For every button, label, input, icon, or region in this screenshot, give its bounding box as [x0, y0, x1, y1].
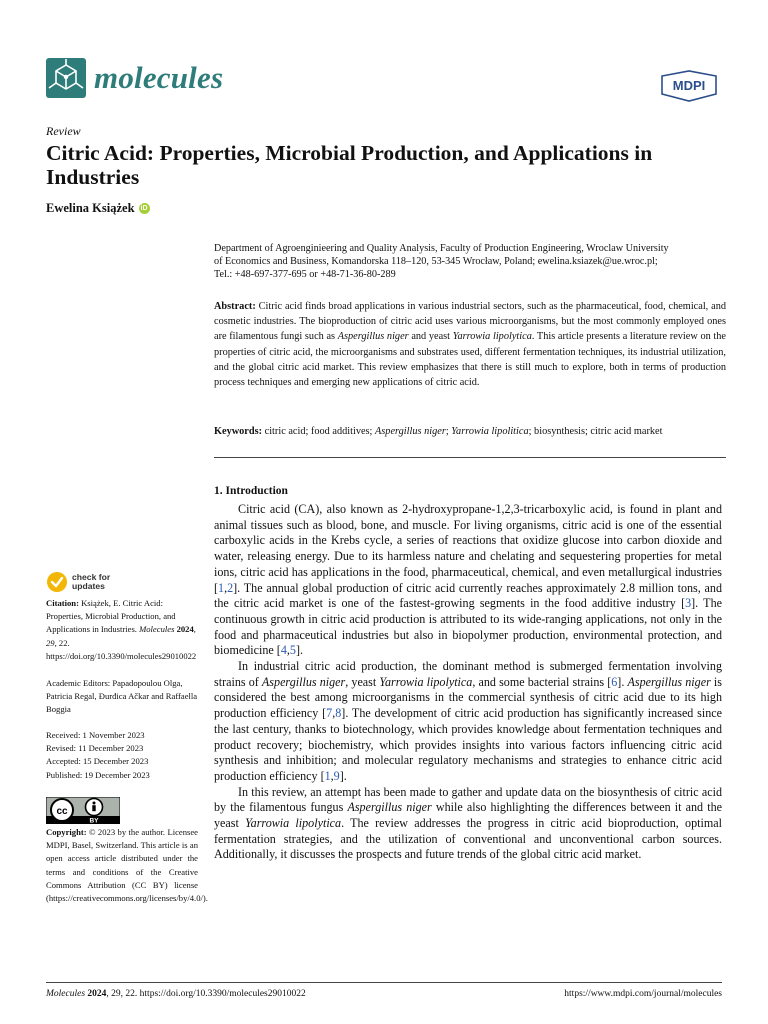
section-divider	[214, 457, 726, 458]
species-name: Aspergillus niger	[261, 674, 346, 689]
abstract-text: . This article presents a literature review on the properties of citric acid, the microorganisms and substrates used, different fermentation techniques, its industrial utilization, and the global citric acid market. This review emphasizes that there is still much to explore, both in terms of production process techniques and emerging new applications of citric acid.	[214, 331, 726, 389]
mdpi-logo-icon[interactable]	[660, 70, 718, 102]
affiliation-line: Department of Agroenginieering and Quality Analysis, Faculty of Production Engineering, Wroclaw University	[214, 243, 669, 254]
revised-date: Revised: 11 December 2023	[46, 743, 144, 754]
publisher-name: MDPI	[672, 78, 706, 93]
journal-logo[interactable]	[46, 56, 223, 100]
reference-link[interactable]: 5	[289, 643, 296, 658]
citation: Citation: Książek, E. Citric Acid: Properties, Microbial Production, and Applications in Industries. Molecules 2024, 29, 22. https://doi.org/10.3390/molecules29010022	[46, 598, 197, 661]
reference-link[interactable]: 4	[280, 643, 287, 658]
paragraph: In this review, an attempt has been made to gather and update data on the biosynthesis of citric acid by the filamentous fungus Aspergillus niger while also highlighting the differences between it and the yeast Yarrowia lipolytica. The review addresses the progress in citric acid bioproduction, optimal fermentation strategies, and the utilization of conventional and unconventional carbon sources. Additionally, it discusses the prospects and future trends of the global citric acid market.	[214, 784, 722, 862]
footer-citation: Molecules 2024, 29, 22. https://doi.org/10.3390/molecules29010022	[46, 989, 306, 999]
cc-by-license-icon[interactable]	[46, 797, 120, 824]
journal-url-link[interactable]: https://www.mdpi.com/journal/molecules	[564, 989, 722, 999]
accepted-date: Accepted: 15 December 2023	[46, 756, 149, 767]
footer-divider	[46, 982, 722, 983]
introduction-body	[214, 502, 722, 863]
paragraph: Citric acid (CA), also known as 2-hydroxypropane-1,2,3-tricarboxylic acid, is found in plant and animal tissues such as blood, bone, and muscle. For living organisms, citric acid is one of the essential carboxylic acids in the Krebs cycle, a series of reactions that oxidize glucose into carbon dioxide and water, releasing energy. Due to its harmless nature and chelating and sequestering properties for metal ions, citric acid has applications in the food, pharmaceutical, chemical, and even metallurgical industries [1,2]. The annual global production of citric acid currently reaches approximately 2.8 million tons, and the citric acid market is one of the fastest-growing segments in the food additive industry [3]. The continuous growth in citric acid production is attributed to its wide-ranging applications, not only in the food and pharmaceutical industries but also in biopolymer production, environmental protection, and biomedicine [4,5].	[214, 502, 722, 658]
citation-label: Citation:	[46, 598, 79, 608]
affiliation	[214, 242, 726, 281]
abstract-label: Abstract:	[214, 301, 256, 312]
species-name: Yarrowia lipolytica	[379, 674, 473, 689]
reference-link[interactable]: 6	[611, 674, 618, 689]
published-date: Published: 19 December 2023	[46, 769, 150, 780]
journal-name: molecules	[94, 60, 224, 95]
abstract-text: and yeast	[408, 331, 453, 343]
received-date: Received: 1 November 2023	[46, 730, 145, 740]
reference-link[interactable]: 7	[326, 706, 333, 721]
copyright-notice: Copyright: © 2023 by the author. Licensee MDPI, Basel, Switzerland. This article is an open access article distributed under the terms and conditions of the Creative Commons Attribution (CC BY) license (https://creativecommons.org/licenses/by/4.0/).	[46, 827, 208, 904]
molecule-logo-icon	[46, 58, 86, 98]
species-name: Aspergillus niger	[627, 674, 711, 689]
affiliation-line: of Economics and Business, Komandorska 118–120, 53-345 Wrocław, Poland; ewelina.ksiazek@ue.wroc.pl;	[214, 256, 658, 267]
affiliation-line: Tel.: +48-697-377-695 or +48-71-36-80-289	[214, 269, 396, 280]
species-name: Aspergillus niger	[337, 331, 409, 343]
reference-link[interactable]: 9	[333, 768, 340, 783]
article-type: Review	[46, 124, 81, 138]
svg-text:cc: cc	[56, 806, 68, 817]
publication-dates	[46, 729, 198, 782]
reference-link[interactable]: 1	[324, 768, 331, 783]
species-name: Yarrowia lipolitica	[451, 426, 529, 437]
keywords	[214, 425, 726, 439]
abstract-text: Citric acid finds broad applications in various industrial sectors, such as the pharmaceutical, food, chemical, and cosmetic industries. The bioproduction of citric acid uses various microorganisms, but the most commonly employed ones are filamentous fungi such as	[214, 301, 726, 343]
species-name: Yarrowia lipolytica	[245, 816, 342, 831]
paragraph: In industrial citric acid production, the dominant method is submerged fermentation involving strains of Aspergillus niger, yeast Yarrowia lipolytica, and some bacterial strains [6]. Aspergillus niger is considered the best among microorganisms in the commercial synthesis of citric acid due to its high production efficiency [7,8]. The development of citric acid production has significantly increased since the last century, thanks to biotechnology, which provides knowledge about fermentation techniques and product recovery; biochemistry, which provides insights into various factors influencing citric acid synthesis and inhibition; and molecular regulatory mechanisms and strategies to enhance citric acid production efficiency [1,9].	[214, 659, 723, 783]
reference-link[interactable]: 3	[685, 596, 692, 611]
svg-text:BY: BY	[89, 817, 99, 824]
check-for-updates-button[interactable]	[46, 571, 110, 593]
keywords-text: ; biosynthesis; citric acid market	[528, 426, 663, 437]
keywords-text: citric acid; food additives;	[262, 426, 375, 437]
author-name[interactable]: Ewelina Książek	[46, 201, 135, 215]
orcid-icon[interactable]: iD	[140, 205, 148, 212]
reference-link[interactable]: 1	[218, 580, 225, 595]
check-updates-icon	[46, 571, 68, 593]
copyright-label: Copyright:	[46, 827, 87, 837]
species-name: Aspergillus niger	[347, 800, 432, 815]
reference-link[interactable]: 8	[335, 706, 342, 721]
reference-link[interactable]: 2	[227, 580, 234, 595]
check-updates-label: check for updates	[72, 571, 111, 591]
section-heading: 1. Introduction	[214, 485, 288, 497]
species-name: Yarrowia lipolytica	[452, 331, 532, 343]
keywords-text: ;	[445, 426, 452, 437]
citation-journal: Molecules	[139, 624, 175, 635]
species-name: Aspergillus niger	[375, 426, 446, 437]
article-title: Citric Acid: Properties, Microbial Production, and Applications in Industries	[46, 141, 653, 189]
academic-editors: Academic Editors: Papadopoulou Olga, Patricia Regal, Ðurđica Ačkar and Raffaella Boggia	[46, 678, 198, 715]
keywords-label: Keywords:	[214, 426, 263, 437]
abstract	[214, 299, 726, 390]
author-line	[46, 201, 150, 216]
